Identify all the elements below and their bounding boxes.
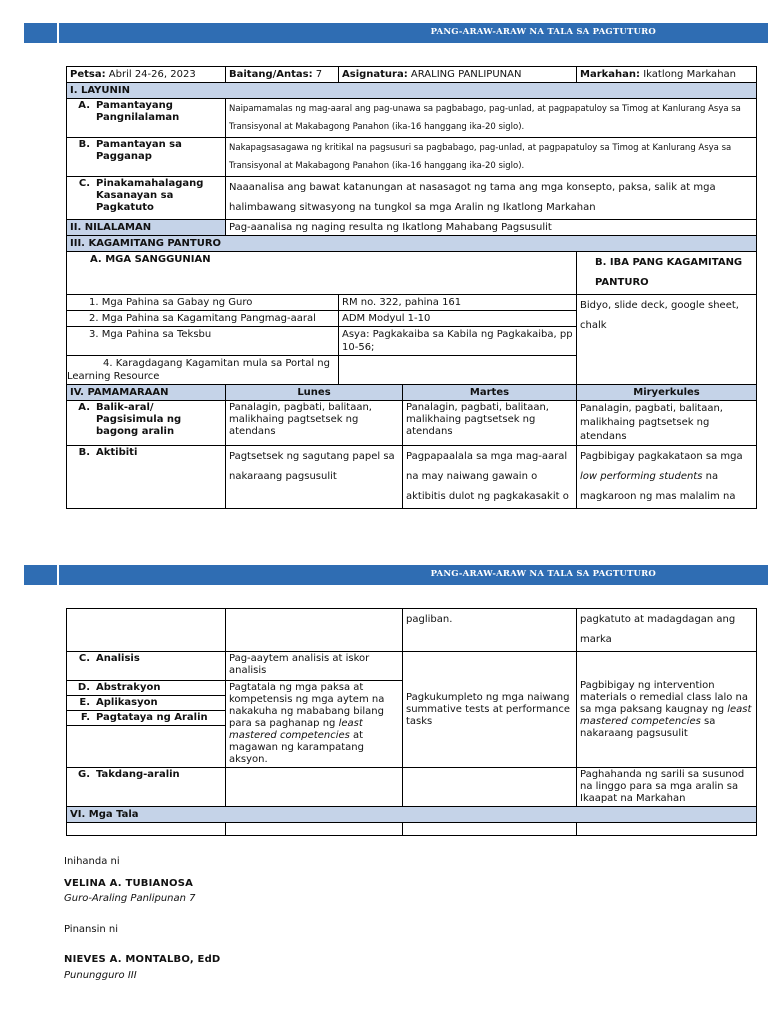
row-pamantayan-pagganap: B. Pamantayan sa Pagganap Nakapagsasagawa ng kritikal na pagsusuri sa pagbabago, pag-unlad, at pagpapatuloy sa Timog at Kanlurang Asya sa Transisyonal at Makabagong Panahon (ika-16 hanggang ika-20 siglo). xyxy=(67,138,757,177)
pagtataya-label: Pagtataya ng Aralin xyxy=(96,712,208,723)
asignatura-label: Asignatura: xyxy=(342,69,408,80)
header-title-2: PANG-ARAW-ARAW NA TALA SA PAGTUTURO xyxy=(430,569,656,579)
kasanayan-label: Pinakamahalagang Kasanayan sa Pagkatuto xyxy=(96,178,204,213)
lesson-plan-table-1 xyxy=(66,66,757,509)
row-sanggunian-header xyxy=(67,252,757,295)
aplikasyon-label: Aplikasyon xyxy=(96,697,158,708)
item-2-value: ADM Modyul 1-10 xyxy=(339,311,577,327)
row-abstrakyon-pagtataya: D. Abstrakyon E. Aplikasyon F. Pagtataya ng Aralin Pagtatala ng mga paksa at kompetensis ng mga aytem na nakakuha ng mababang bilang para sa paghanap ng least mastered competencies at magawan ng karampatang aksyon. xyxy=(67,681,757,768)
aktibiti-martes: Pagpapaalala sa mga mag-aaral na may naiwang gawain o aktibitis dulot ng pagkakasakit o xyxy=(403,446,577,509)
item-4-value xyxy=(339,356,577,385)
lesson-plan-table-2 xyxy=(66,608,757,836)
row-tala-empty xyxy=(67,823,757,836)
day-miyerkules: Miryerkules xyxy=(577,385,757,401)
aktibiti-label: Aktibiti xyxy=(96,447,138,458)
balik-aral-miyerkules: Panalagin, pagbati, balitaan, malikhaing pagtsetsek ng atendans xyxy=(577,401,757,446)
row-pamantayang-pangnilalaman: A. Pamantayang Pangnilalaman Naipamamalas ng mag-aaral ang pag-unawa sa pagbabago, pag-unlad, at pagpapatuloy sa Timog at Kanlurang Asya sa Transisyonal at Makabagong Panahon (ika-16 hanggang ika-20 siglo). xyxy=(67,99,757,138)
row-analisis: C. Analisis Pag-aaytem analisis at iskor analisis Pagkukumpleto ng mga naiwang summative tests at performance tasks Pagbibigay ng intervention materials o remedial class lalo na sa mga paksang kaugnay ng least mastered competencies sa nakaraang pagsusulit xyxy=(67,652,757,681)
row-kasanayan: C. Pinakamahalagang Kasanayan sa Pagkatuto Naaanalisa ang bawat katanungan at nasasagot ng tama ang mga konsepto, paksa, salik at mga halimbawang sitwasyong na tungkol sa mga Aralin ng Ikatlong Markahan xyxy=(67,177,757,220)
balik-aral-lunes: Panalagin, pagbati, balitaan, malikhaing pagtsetsek ng atendans xyxy=(226,401,403,446)
item-3-label: 3. Mga Pahina sa Teksbu xyxy=(67,327,339,356)
markahan-value: Ikatlong Markahan xyxy=(643,69,736,80)
item-3-value: Asya: Pagkakaiba sa Kabila ng Pagkakaiba, pp 10-56; xyxy=(339,327,577,356)
row-aktibiti: B. Aktibiti Pagtsetsek ng sagutang papel sa nakaraang pagsusulit Pagpapaalala sa mga mag-aaral na may naiwang gawain o aktibitis dulot ng pagkakasakit o Pagbibigay pagkakataon sa mga low performing students na magkaroon ng mas malalim na xyxy=(67,446,757,509)
prepared-role: Guro-Araling Panlipunan 7 xyxy=(64,893,196,904)
row-pamamaraan-header xyxy=(67,385,757,401)
balik-aral-martes: Panalagin, pagbati, balitaan, malikhaing pagtsetsek ng atendans xyxy=(403,401,577,446)
header-block xyxy=(24,23,59,43)
analisis-lunes: Pag-aaytem analisis at iskor analisis xyxy=(226,652,403,681)
noted-name: NIEVES A. MONTALBO, EdD xyxy=(64,954,221,965)
item-1-label: 1. Mga Pahina sa Gabay ng Guro xyxy=(67,295,339,311)
row-aktibiti-cont xyxy=(67,609,757,652)
page-header xyxy=(24,23,768,43)
aktibiti-lunes: Pagtsetsek ng sagutang papel sa nakaraang pagsusulit xyxy=(226,446,403,509)
section-pamamaraan: IV. PAMAMARAAN xyxy=(67,385,226,401)
takdang-aralin-miyerkules: Paghahanda ng sarili sa susunod na linggo para sa mga aralin sa Ikaapat na Markahan xyxy=(577,768,757,807)
noted-label: Pinansin ni xyxy=(64,924,119,935)
row-mga-tala xyxy=(67,807,757,823)
petsa-value: Abril 24-26, 2023 xyxy=(108,69,196,80)
abstrakyon-label: Abstrakyon xyxy=(96,682,161,693)
item-4-label: 4. Karagdagang Kagamitan mula sa Portal ng Learning Resource xyxy=(67,356,339,385)
item-1-value: RM no. 322, pahina 161 xyxy=(339,295,577,311)
day-lunes: Lunes xyxy=(226,385,403,401)
section-layunin: I. LAYUNIN xyxy=(67,83,757,99)
pamantayang-pangnilalaman-label: Pamantayang Pangnilalaman xyxy=(96,100,180,123)
aktibiti-miyerkules: Pagbibigay pagkakataon sa mga low performing students na magkaroon ng mas malalim na xyxy=(577,446,757,509)
day-martes: Martes xyxy=(403,385,577,401)
section-kagamitan: III. KAGAMITANG PANTURO xyxy=(67,236,757,252)
aktibiti-martes-cont: pagliban. xyxy=(403,609,577,652)
prepared-name: VELINA A. TUBIANOSA xyxy=(64,878,194,889)
iba-pang-kagamitan-label: B. IBA PANG KAGAMITANG PANTURO xyxy=(577,252,757,295)
markahan-label: Markahan: xyxy=(580,69,641,80)
analisis-label: Analisis xyxy=(96,653,140,664)
abstrakyon-lunes: Pagtatala ng mga paksa at kompetensis ng mga aytem na nakakuha ng mababang bilang para sa paghanap ng least mastered competencies at magawan ng karampatang aksyon. xyxy=(226,681,403,768)
petsa-label: Petsa: xyxy=(70,69,106,80)
header-block-2 xyxy=(24,565,59,585)
baitang-label: Baitang/Antas: xyxy=(229,69,313,80)
section-mga-tala: VI. Mga Tala xyxy=(67,807,757,823)
item-2-label: 2. Mga Pahina sa Kagamitang Pangmag-aaral xyxy=(67,311,339,327)
info-row xyxy=(67,67,757,83)
sanggunian-label: A. MGA SANGGUNIAN xyxy=(90,254,211,265)
pamantayan-pagganap-text: Nakapagsasagawa ng kritikal na pagsusuri sa pagbabago, pag-unlad, at pagpapatuloy sa Timog at Kanlurang Asya sa Transisyonal at Makabagong Panahon (ika-16 hanggang ika-20 siglo). xyxy=(226,138,757,177)
pagtataya-martes: Pagkukumpleto ng mga naiwang summative tests at performance tasks xyxy=(403,652,577,768)
row-takdang-aralin: G. Takdang-aralin Paghahanda ng sarili sa susunod na linggo para sa mga aralin sa Ikaapat na Markahan xyxy=(67,768,757,807)
aktibiti-miyerkules-cont: pagkatuto at madagdagan ang marka xyxy=(577,609,757,652)
row-gabay-guro xyxy=(67,295,757,311)
nilalaman-text: Pag-aanalisa ng naging resulta ng Ikatlong Mahabang Pagsusulit xyxy=(226,220,757,236)
row-nilalaman xyxy=(67,220,757,236)
prepared-label: Inihanda ni xyxy=(64,856,120,867)
pamantayang-pangnilalaman-text: Naipamamalas ng mag-aaral ang pag-unawa sa pagbabago, pag-unlad, at pagpapatuloy sa Timog at Kanlurang Asya sa Transisyonal at Makabagong Panahon (ika-16 hanggang ika-20 siglo). xyxy=(226,99,757,138)
noted-role: Punungguro III xyxy=(64,970,137,981)
kasanayan-text: Naaanalisa ang bawat katanungan at nasasagot ng tama ang mga konsepto, paksa, salik at mga halimbawang sitwasyong na tungkol sa mga Aralin ng Ikatlong Markahan xyxy=(226,177,757,220)
page-header-2 xyxy=(24,565,768,585)
pagtataya-miyerkules: Pagbibigay ng intervention materials o remedial class lalo na sa mga paksang kaugnay ng least mastered competencies sa nakaraang pagsusulit xyxy=(577,652,757,768)
section-nilalaman: II. NILALAMAN xyxy=(67,220,226,236)
row-balik-aral: A. Balik-aral/ Pagsisimula ng bagong aralin Panalagin, pagbati, balitaan, malikhaing pagtsetsek ng atendans Panalagin, pagbati, balitaan, malikhaing pagtsetsek ng atendans Panalagin, pagbati, balitaan, malikhaing pagtsetsek ng atendans xyxy=(67,401,757,446)
takdang-aralin-label: Takdang-aralin xyxy=(96,769,180,780)
iba-pang-kagamitan-value: Bidyo, slide deck, google sheet, chalk xyxy=(577,295,757,385)
asignatura-value: ARALING PANLIPUNAN xyxy=(410,69,522,80)
balik-aral-label: Balik-aral/ Pagsisimula ng bagong aralin xyxy=(96,402,182,437)
pamantayan-pagganap-label: Pamantayan sa Pagganap xyxy=(96,139,182,162)
header-title: PANG-ARAW-ARAW NA TALA SA PAGTUTURO xyxy=(430,27,656,37)
baitang-value: 7 xyxy=(315,69,323,80)
